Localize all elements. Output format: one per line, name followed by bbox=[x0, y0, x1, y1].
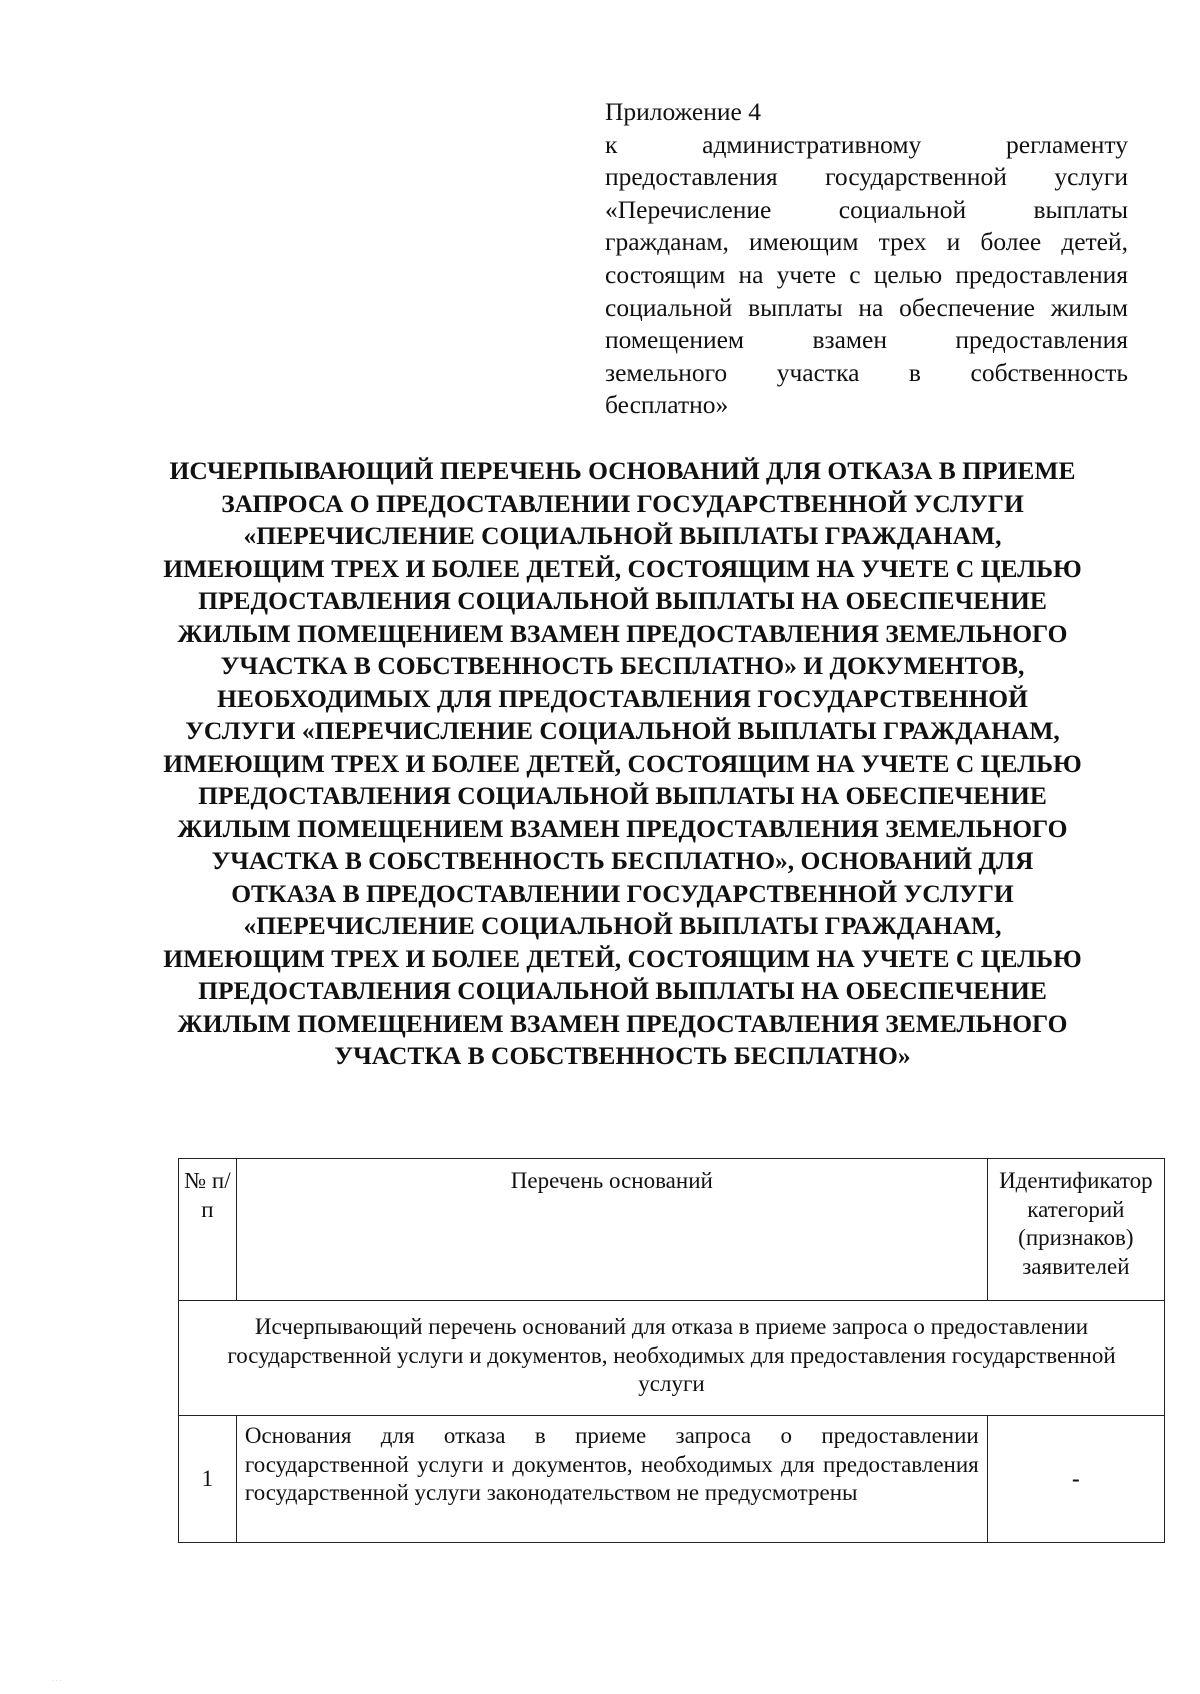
table-header-row bbox=[179, 1159, 1165, 1301]
row-number: 1 bbox=[179, 1416, 237, 1543]
row-text: Основания для отказа в приеме запроса о предоставлении государственной услуги и документов, необходимых для предоставления государственной услуги законодательством не предусмотрены bbox=[236, 1416, 987, 1543]
appendix-text: к административному регламенту предоставления государственной услуги «Перечисление социальной выплаты гражданам, имеющим трех и более детей, состоящим на учете с целью предоставления социальной выплаты на обеспечение жилым помещением взамен предоставления земельного участка в собственность бесплатно» bbox=[605, 129, 1128, 420]
scan-dots: . . . bbox=[52, 1676, 62, 1683]
appendix-heading: Приложение 4 bbox=[605, 97, 761, 126]
document-title: ИСЧЕРПЫВАЮЩИЙ ПЕРЕЧЕНЬ ОСНОВАНИЙ ДЛЯ ОТКАЗА В ПРИЕМЕ ЗАПРОСА О ПРЕДОСТАВЛЕНИИ ГОСУДАРСТВЕННОЙ УСЛУГИ «ПЕРЕЧИСЛЕНИЕ СОЦИАЛЬНОЙ ВЫПЛАТЫ ГРАЖДАНАМ, ИМЕЮЩИМ ТРЕХ И БОЛЕЕ ДЕТЕЙ, СОСТОЯЩИМ НА УЧЕТЕ С ЦЕЛЬЮ ПРЕДОСТАВЛЕНИЯ СОЦИАЛЬНОЙ ВЫПЛАТЫ НА ОБЕСПЕЧЕНИЕ ЖИЛЫМ ПОМЕЩЕНИЕМ ВЗАМЕН ПРЕДОСТАВЛЕНИЯ ЗЕМЕЛЬНОГО УЧАСТКА В СОБСТВЕННОСТЬ БЕСПЛАТНО» И ДОКУМЕНТОВ, НЕОБХОДИМЫХ ДЛЯ ПРЕДОСТАВЛЕНИЯ ГОСУДАРСТВЕННОЙ УСЛУГИ «ПЕРЕЧИСЛЕНИЕ СОЦИАЛЬНОЙ ВЫПЛАТЫ ГРАЖДАНАМ, ИМЕЮЩИМ ТРЕХ И БОЛЕЕ ДЕТЕЙ, СОСТОЯЩИМ НА УЧЕТЕ С ЦЕЛЬЮ ПРЕДОСТАВЛЕНИЯ СОЦИАЛЬНОЙ ВЫПЛАТЫ НА ОБЕСПЕЧЕНИЕ ЖИЛЫМ ПОМЕЩЕНИЕМ ВЗАМЕН ПРЕДОСТАВЛЕНИЯ ЗЕМЕЛЬНОГО УЧАСТКА В СОБСТВЕННОСТЬ БЕСПЛАТНО», ОСНОВАНИЙ ДЛЯ ОТКАЗА В ПРЕДОСТАВЛЕНИИ ГОСУДАРСТВЕННОЙ УСЛУГИ «ПЕРЕЧИСЛЕНИЕ СОЦИАЛЬНОЙ ВЫПЛАТЫ ГРАЖДАНАМ, ИМЕЮЩИМ ТРЕХ И БОЛЕЕ ДЕТЕЙ, СОСТОЯЩИМ НА УЧЕТЕ С ЦЕЛЬЮ ПРЕДОСТАВЛЕНИЯ СОЦИАЛЬНОЙ ВЫПЛАТЫ НА ОБЕСПЕЧЕНИЕ ЖИЛЫМ ПОМЕЩЕНИЕМ ВЗАМЕН ПРЕДОСТАВЛЕНИЯ ЗЕМЕЛЬНОГО УЧАСТКА В СОБСТВЕННОСТЬ БЕСПЛАТНО» bbox=[163, 456, 1082, 1070]
section-heading: Исчерпывающий перечень оснований для отказа в приеме запроса о предоставлении государственной услуги и документов, необходимых для предоставления государственной услуги bbox=[179, 1301, 1165, 1416]
row-identifier: - bbox=[987, 1416, 1164, 1543]
header-list: Перечень оснований bbox=[236, 1159, 987, 1301]
header-identifier: Идентификатор категорий (признаков) заявителей bbox=[987, 1159, 1164, 1301]
appendix-block bbox=[605, 96, 1128, 422]
grounds-table bbox=[178, 1158, 1165, 1543]
header-number: № п/п bbox=[179, 1159, 237, 1301]
table-section-row bbox=[179, 1301, 1165, 1416]
table-row bbox=[179, 1416, 1165, 1543]
